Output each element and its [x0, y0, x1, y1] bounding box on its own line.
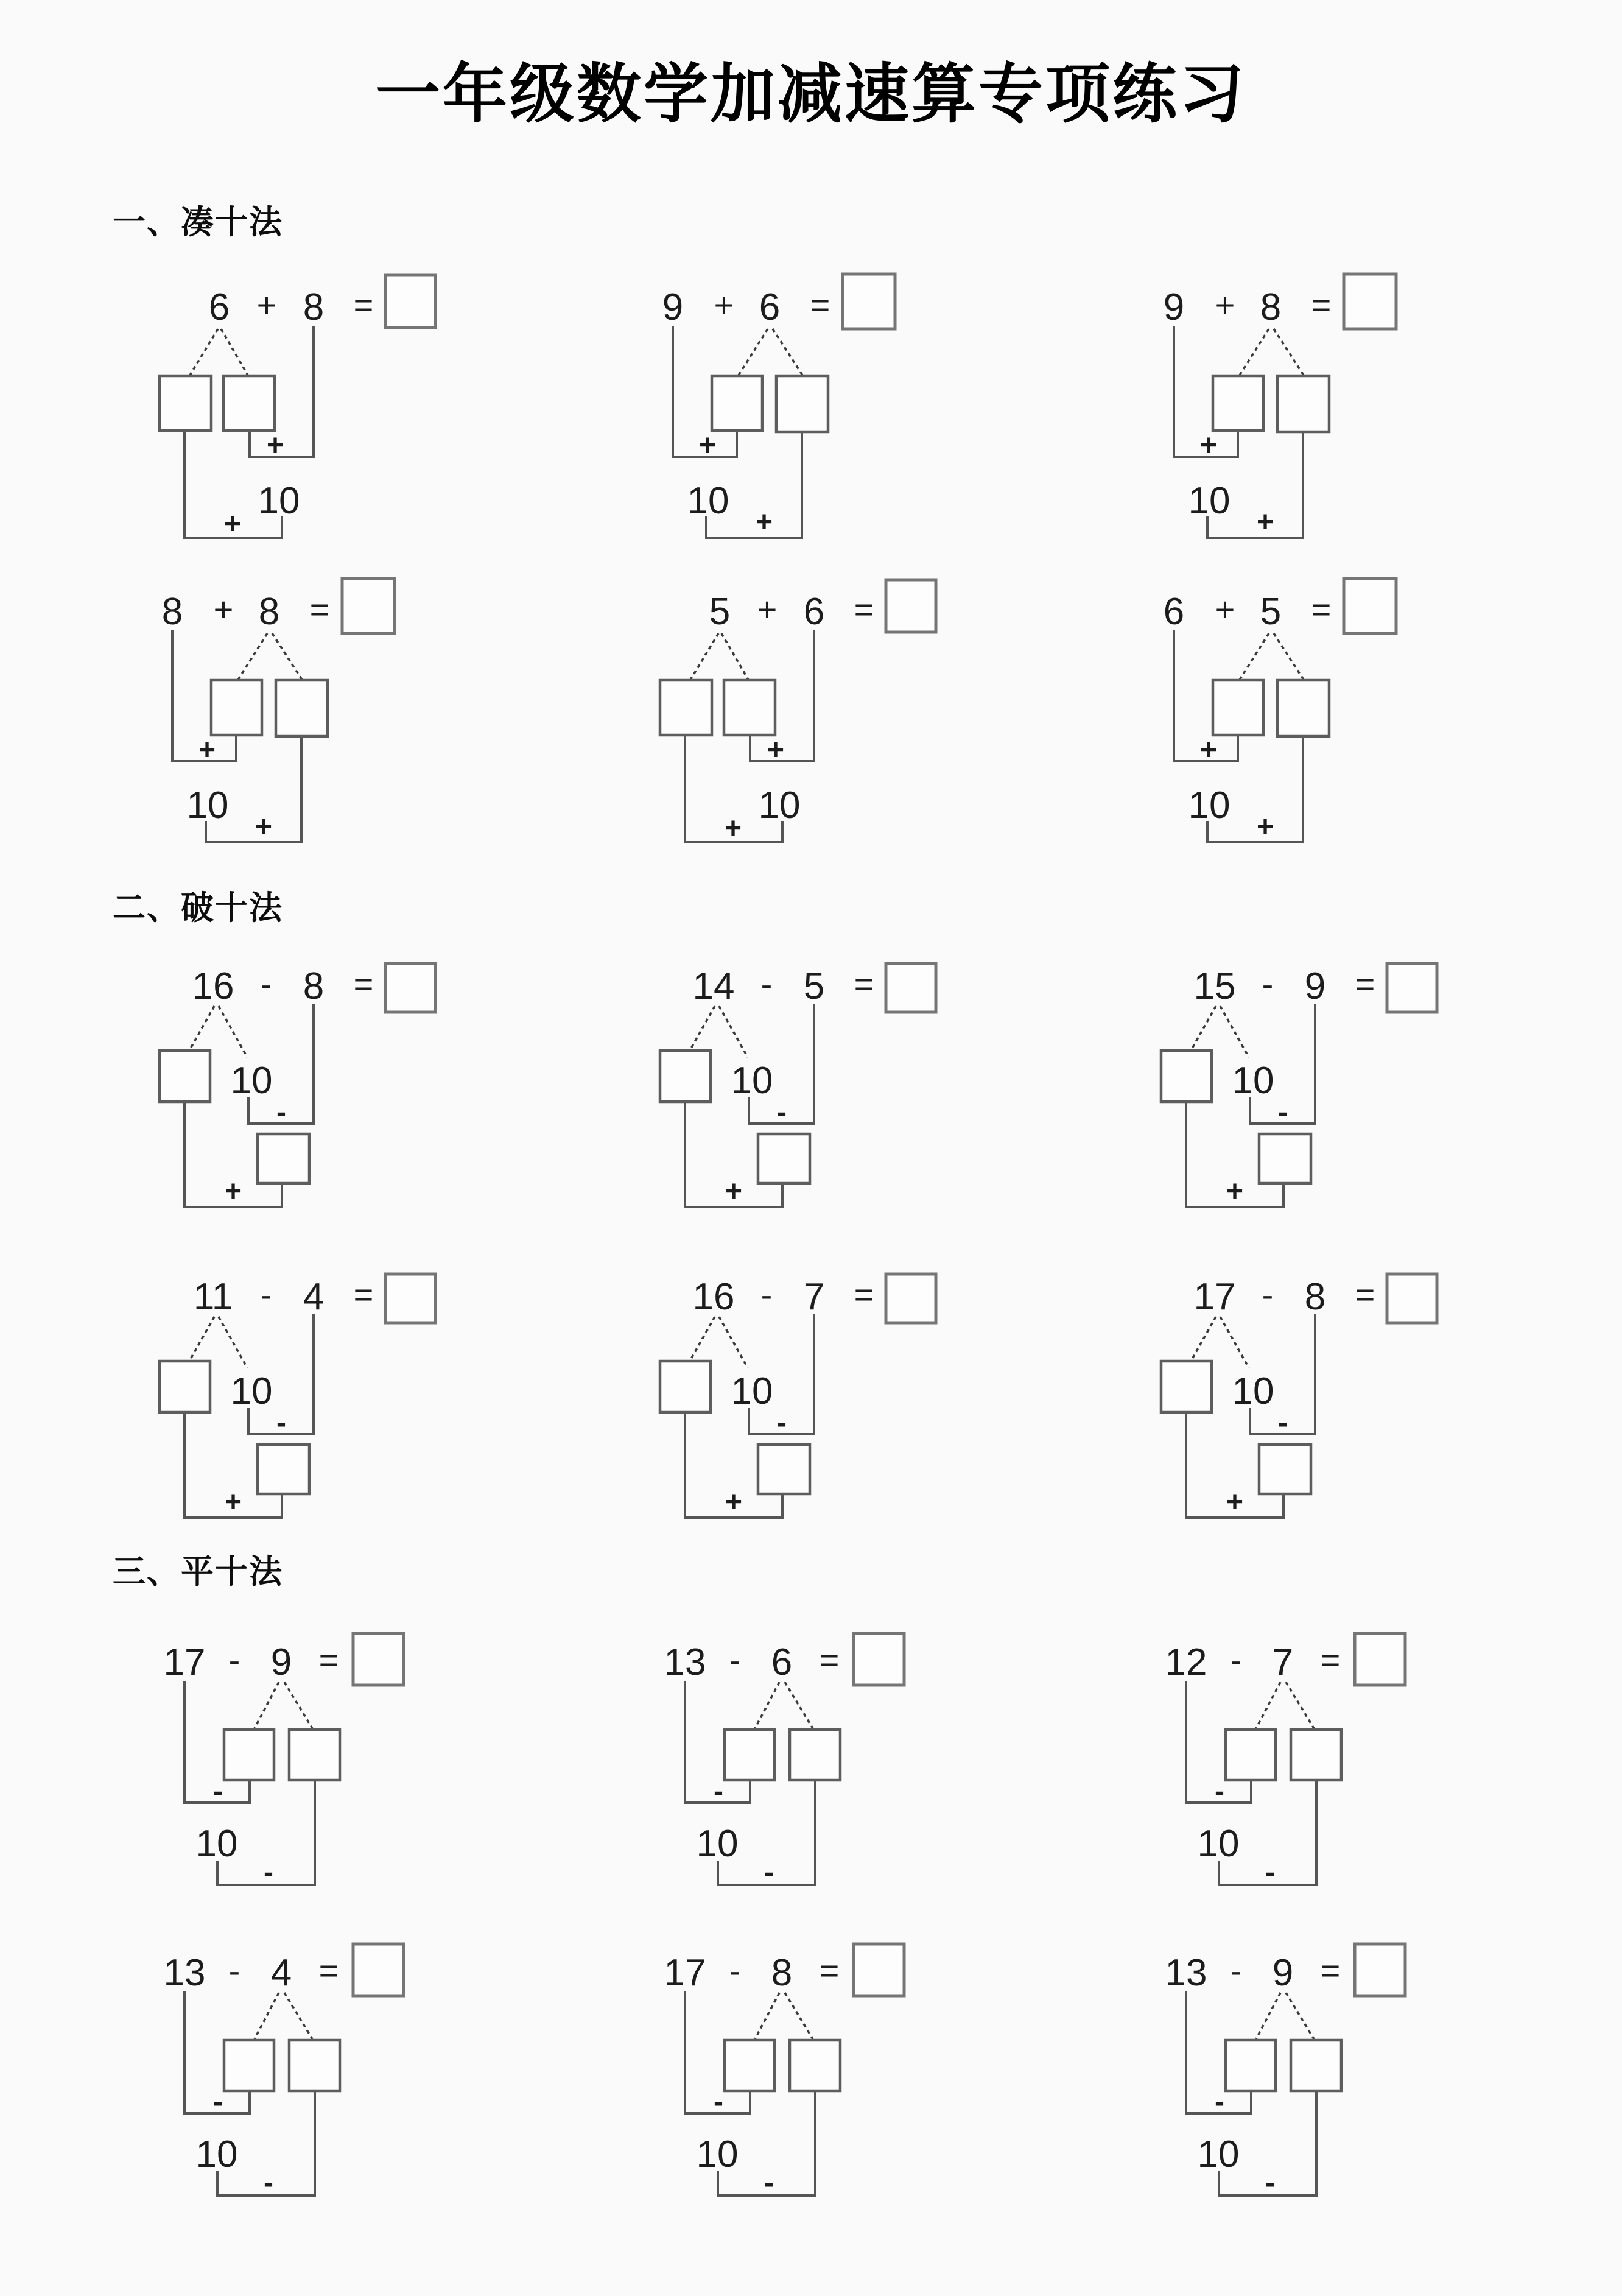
step2-sign: + — [224, 1486, 242, 1518]
operand-a: 16 — [692, 1276, 735, 1318]
decomp-box-2[interactable] — [1291, 2040, 1341, 2091]
decomp-box-2[interactable] — [289, 2040, 340, 2091]
problem-cell — [1123, 572, 1550, 877]
branch-line — [739, 329, 768, 375]
operand-a: 13 — [1165, 1952, 1207, 1994]
step2-sign: + — [1226, 1486, 1244, 1518]
operand-b: 4 — [303, 1276, 325, 1318]
operand-b: 8 — [771, 1952, 793, 1994]
step2-sign: - — [764, 2167, 774, 2199]
problem-cell — [122, 1273, 548, 1577]
step1-sign: + — [698, 429, 717, 462]
equals-sign: = — [1355, 1275, 1375, 1314]
section-header-break-ten: 二、破十法 — [113, 890, 283, 926]
step2-sign: + — [1256, 811, 1274, 843]
problem-cell — [1123, 962, 1550, 1267]
step2-sign: - — [264, 1856, 273, 1889]
problem-cell — [622, 1943, 1048, 2247]
decomp-box-1[interactable] — [660, 680, 712, 735]
operand-a: 17 — [163, 1641, 206, 1683]
step1-sign: + — [1199, 429, 1218, 462]
decomp-box-1[interactable] — [712, 376, 762, 431]
branch-line — [255, 1993, 279, 2039]
ten-label: 10 — [731, 1370, 773, 1412]
step1-sign: + — [198, 734, 216, 766]
answer-box[interactable] — [854, 1633, 904, 1685]
answer-box[interactable] — [353, 1944, 404, 1996]
decomp-box-1[interactable] — [224, 2040, 274, 2091]
branch-line — [773, 329, 802, 375]
operator: - — [1230, 1641, 1242, 1679]
branch-line — [219, 1317, 247, 1368]
branch-line — [1256, 1682, 1280, 1728]
operand-b: 5 — [803, 965, 825, 1007]
result-box[interactable] — [1259, 1134, 1311, 1183]
step1-sign: + — [1199, 734, 1218, 766]
branch-line — [255, 1682, 279, 1728]
operand-b: 9 — [1272, 1952, 1294, 1994]
operand-a: 17 — [1193, 1276, 1236, 1318]
problem-cell — [622, 268, 1048, 572]
operand-a: 13 — [163, 1952, 206, 1994]
operand-b: 6 — [759, 286, 781, 328]
operand-a: 12 — [1165, 1641, 1207, 1683]
operand-b: 5 — [1260, 591, 1282, 633]
decomp-box-1[interactable] — [725, 2040, 774, 2091]
branch-line — [190, 1006, 214, 1049]
step1-sign: - — [276, 1407, 286, 1439]
equals-sign: = — [1320, 1951, 1341, 1990]
answer-box[interactable] — [353, 1633, 404, 1685]
equals-sign: = — [810, 286, 830, 324]
ten-label: 10 — [1232, 1060, 1274, 1102]
step1-sign: - — [1215, 2086, 1224, 2118]
branch-line — [690, 633, 718, 680]
step2-sign: + — [255, 811, 273, 843]
operand-b: 8 — [1304, 1276, 1326, 1318]
answer-box[interactable] — [1344, 274, 1396, 329]
decomp-box-1[interactable] — [160, 376, 211, 431]
decomp-box-1[interactable] — [211, 680, 262, 735]
answer-box[interactable] — [342, 579, 395, 633]
step2-sign: + — [755, 506, 773, 538]
ten-label: 10 — [1188, 784, 1231, 826]
branch-line — [219, 1006, 247, 1057]
branch-line — [284, 1993, 312, 2039]
problem-cell — [622, 1273, 1048, 1577]
equals-sign: = — [353, 286, 374, 324]
page-title: 一年级数学加减速算专项练习 — [376, 58, 1246, 130]
ten-label: 10 — [230, 1370, 273, 1412]
problem-cell — [1123, 1273, 1550, 1577]
decomp-box-2[interactable] — [724, 680, 775, 735]
step1-sign: - — [777, 1407, 787, 1439]
step2-sign: - — [264, 2167, 273, 2199]
step2-sign: + — [223, 508, 242, 540]
operand-b: 7 — [803, 1276, 825, 1318]
branch-line — [1286, 1682, 1314, 1728]
operand-a: 15 — [1193, 965, 1236, 1007]
answer-box[interactable] — [1344, 579, 1396, 633]
operator: + — [256, 286, 277, 324]
equals-sign: = — [353, 965, 374, 1003]
operand-a: 9 — [1163, 286, 1185, 328]
section-header-level-ten: 三、平十法 — [113, 1554, 283, 1590]
operator: + — [757, 590, 778, 629]
operand-a: 11 — [193, 1276, 233, 1318]
operand-a: 9 — [662, 286, 684, 328]
operator: - — [729, 1951, 741, 1990]
ten-label: 10 — [1197, 1823, 1240, 1865]
operand-b: 8 — [303, 286, 325, 328]
operator: + — [1215, 590, 1235, 629]
answer-box[interactable] — [1355, 1944, 1405, 1996]
answer-box[interactable] — [385, 1274, 435, 1323]
branch-line — [221, 329, 248, 375]
branch-line — [755, 1682, 779, 1728]
operand-b: 4 — [270, 1952, 292, 1994]
branch-line — [272, 633, 302, 680]
ten-label: 10 — [696, 2133, 739, 2175]
problem-cell — [622, 1632, 1048, 1937]
equals-sign: = — [1320, 1641, 1341, 1679]
branch-line — [690, 1317, 715, 1360]
problem-cell — [122, 268, 548, 572]
step2-sign: + — [224, 1175, 242, 1208]
step2-sign: + — [725, 1175, 743, 1208]
ten-label: 10 — [687, 480, 729, 522]
answer-box[interactable] — [886, 580, 936, 632]
decomp-box-2[interactable] — [223, 376, 275, 431]
problem-cell — [122, 572, 548, 877]
operand-a: 17 — [664, 1952, 706, 1994]
step2-sign: + — [1256, 506, 1274, 538]
ten-label: 10 — [258, 480, 300, 522]
decomp-box-1[interactable] — [725, 1730, 774, 1780]
operand-a: 5 — [709, 591, 731, 633]
step1-sign: + — [266, 429, 284, 462]
decomp-box-2[interactable] — [1291, 1730, 1341, 1780]
operator: - — [1230, 1951, 1242, 1990]
problem-cell — [622, 572, 1048, 877]
step2-sign: - — [1265, 1856, 1275, 1889]
equals-sign: = — [854, 590, 874, 629]
decomp-box-1[interactable] — [1226, 2040, 1276, 2091]
operand-b: 8 — [303, 965, 325, 1007]
branch-line — [238, 633, 267, 680]
branch-line — [1192, 1317, 1216, 1360]
branch-line — [755, 1993, 779, 2039]
result-box[interactable] — [258, 1134, 309, 1183]
branch-line — [1274, 329, 1304, 375]
decomp-box-2[interactable] — [1277, 376, 1329, 432]
answer-box[interactable] — [385, 275, 435, 328]
operand-b: 7 — [1272, 1641, 1294, 1683]
step1-sign: - — [714, 2086, 723, 2118]
decomp-box-2[interactable] — [776, 376, 828, 432]
answer-box[interactable] — [1387, 963, 1437, 1012]
ten-label: 10 — [195, 1823, 238, 1865]
branch-line — [690, 1006, 715, 1049]
operator: - — [260, 1275, 272, 1314]
operand-a: 16 — [192, 965, 234, 1007]
step1-sign: - — [714, 1775, 723, 1808]
result-box[interactable] — [1259, 1445, 1311, 1494]
decomp-box-2[interactable] — [790, 1730, 840, 1780]
equals-sign: = — [1311, 590, 1332, 629]
decomp-box-1[interactable] — [1226, 1730, 1276, 1780]
step1-sign: - — [276, 1096, 286, 1129]
branch-line — [1274, 633, 1304, 680]
operand-a: 6 — [1163, 591, 1185, 633]
decomp-box-2[interactable] — [1277, 680, 1329, 736]
ten-label: 10 — [696, 1823, 739, 1865]
operand-b: 6 — [771, 1641, 793, 1683]
result-box[interactable] — [258, 1445, 309, 1494]
answer-box[interactable] — [1355, 1633, 1405, 1685]
operator: + — [714, 286, 734, 324]
branch-line — [719, 1006, 748, 1057]
ten-label: 10 — [195, 2133, 238, 2175]
problem-cell — [1123, 1632, 1550, 1937]
decomp-box-1[interactable] — [1161, 1361, 1212, 1412]
step1-sign: - — [213, 2086, 223, 2118]
operand-b: 8 — [258, 591, 280, 633]
operator: - — [228, 1951, 240, 1990]
problem-cell — [122, 1632, 548, 1937]
equals-sign: = — [318, 1951, 339, 1990]
branch-line — [1240, 633, 1269, 680]
operator: - — [1262, 965, 1274, 1003]
step2-sign: + — [1226, 1175, 1244, 1208]
step1-sign: - — [213, 1775, 223, 1808]
branch-line — [1220, 1317, 1249, 1368]
decomp-box-2[interactable] — [790, 2040, 840, 2091]
decomp-box-2[interactable] — [276, 680, 328, 736]
answer-box[interactable] — [886, 963, 936, 1012]
operand-a: 13 — [664, 1641, 706, 1683]
step2-sign: + — [725, 1486, 743, 1518]
operand-b: 9 — [1304, 965, 1326, 1007]
answer-box[interactable] — [854, 1944, 904, 1996]
branch-line — [1220, 1006, 1249, 1057]
branch-line — [719, 1317, 748, 1368]
step1-sign: - — [777, 1096, 787, 1129]
problem-cell — [122, 1943, 548, 2247]
step1-sign: - — [1278, 1096, 1288, 1129]
equals-sign: = — [1311, 286, 1332, 324]
ten-label: 10 — [1197, 2133, 1240, 2175]
operand-b: 6 — [803, 591, 825, 633]
operand-b: 8 — [1260, 286, 1282, 328]
equals-sign: = — [309, 590, 330, 629]
problem-cell — [1123, 268, 1550, 572]
answer-box[interactable] — [886, 1274, 936, 1323]
branch-line — [284, 1682, 312, 1728]
problem-cell — [122, 962, 548, 1267]
decomp-box-1[interactable] — [660, 1051, 711, 1102]
operand-a: 8 — [161, 591, 183, 633]
operator: - — [729, 1641, 741, 1679]
ten-label: 10 — [1188, 480, 1231, 522]
step1-sign: + — [767, 734, 785, 766]
ten-label: 10 — [1232, 1370, 1274, 1412]
ten-label: 10 — [758, 784, 801, 826]
step2-sign: - — [764, 1856, 774, 1889]
branch-line — [1192, 1006, 1216, 1049]
branch-line — [190, 1317, 214, 1360]
decomp-box-1[interactable] — [1161, 1051, 1212, 1102]
step2-sign: - — [1265, 2167, 1275, 2199]
problem-cell — [1123, 1943, 1550, 2247]
branch-line — [785, 1682, 813, 1728]
equals-sign: = — [318, 1641, 339, 1679]
operator: - — [228, 1641, 240, 1679]
result-box[interactable] — [758, 1134, 810, 1183]
decomp-box-1[interactable] — [160, 1361, 210, 1412]
operator: - — [760, 965, 773, 1003]
answer-box[interactable] — [843, 274, 895, 329]
equals-sign: = — [353, 1275, 374, 1314]
operator: - — [1262, 1275, 1274, 1314]
decomp-box-1[interactable] — [1213, 376, 1263, 431]
operator: - — [760, 1275, 773, 1314]
equals-sign: = — [819, 1951, 840, 1990]
equals-sign: = — [819, 1641, 840, 1679]
decomp-box-2[interactable] — [289, 1730, 340, 1780]
decomp-box-1[interactable] — [160, 1051, 210, 1102]
operator: + — [213, 590, 234, 629]
step2-sign: + — [724, 812, 742, 845]
result-box[interactable] — [758, 1445, 810, 1494]
decomp-box-1[interactable] — [1213, 680, 1263, 735]
ten-label: 10 — [731, 1060, 773, 1102]
branch-line — [1256, 1993, 1280, 2039]
branch-line — [785, 1993, 813, 2039]
branch-line — [1240, 329, 1269, 375]
answer-box[interactable] — [385, 963, 435, 1012]
equals-sign: = — [854, 965, 874, 1003]
operand-a: 14 — [692, 965, 735, 1007]
operand-a: 6 — [208, 286, 230, 328]
step1-sign: - — [1215, 1775, 1224, 1808]
branch-line — [1286, 1993, 1314, 2039]
operator: + — [1215, 286, 1235, 324]
branch-line — [190, 329, 218, 375]
equals-sign: = — [1355, 965, 1375, 1003]
branch-line — [721, 633, 748, 680]
answer-box[interactable] — [1387, 1274, 1437, 1323]
operator: - — [260, 965, 272, 1003]
ten-label: 10 — [230, 1060, 273, 1102]
step1-sign: - — [1278, 1407, 1288, 1439]
decomp-box-1[interactable] — [660, 1361, 711, 1412]
operand-b: 9 — [270, 1641, 292, 1683]
problem-cell — [622, 962, 1048, 1267]
section-header-make-ten: 一、凑十法 — [113, 204, 283, 241]
ten-label: 10 — [186, 784, 229, 826]
decomp-box-1[interactable] — [224, 1730, 274, 1780]
equals-sign: = — [854, 1275, 874, 1314]
